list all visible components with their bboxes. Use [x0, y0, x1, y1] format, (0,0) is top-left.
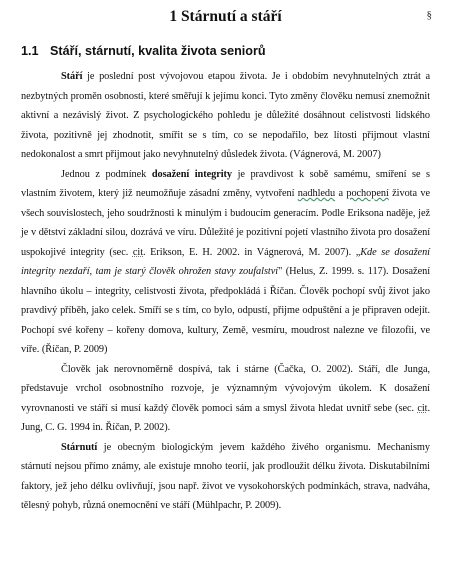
paragraph-2-text-e: . Erikson, E. H. 2002. in Vágnerová, M. 2007). „ — [143, 246, 361, 258]
paragraph-3-text-a: Člověk jak nerovnoměrně dospívá, tak i stárne (Čačka, O. 2002). Stáří, dle Junga, představuje vrchol osobnostního rozvoje, je významným vývojovým úkolem. K dosažení vyrovnanosti ve stáří si musí každý člověk pomoci sám a smysl života hledat uvnitř sebe (sec. — [21, 363, 430, 414]
paragraph-2-text-a: Jednou z podmínek — [61, 168, 152, 180]
section-number: 1.1 — [21, 44, 39, 58]
paragraph-4-text: je obecným biologickým jevem každého živého organismu. Mechanismy stárnutí nejsou přímo známy, ale existuje mnoho teorií, jak prodloužit délku života. Diskutabilními faktory, jež jeho délku ovlivňují, jsou např. život ve vysokohorských podmínkách, strava, nadváha, tělesný pohyb, různá onemocnění ve stáří (Mühlpachr, P. 2009). — [21, 441, 430, 511]
spellcheck-word: cit — [417, 402, 428, 414]
section-heading — [21, 43, 430, 59]
section-title: Stáří, stárnutí, kvalita života seniorů — [50, 44, 266, 58]
paragraph-2-text-c: a — [335, 188, 347, 199]
paragraph-2-text-b: je pravdivost k sobě samému, smíření se s vlastním životem, který již neumožňuje zásadní změny, vytvoření — [21, 168, 430, 199]
quote-text: Kde se dosažení integrity nezdaří, tam je starý člověk ohrožen stavy zoufalství — [21, 246, 430, 277]
paragraph-3 — [21, 360, 430, 438]
paragraph-1 — [21, 67, 430, 165]
paragraph-3-text-b: . Jung, C. G. 1994 in. Říčan, P. 2002). — [21, 402, 430, 433]
section-mark: § — [426, 9, 432, 21]
paragraph-4 — [21, 438, 430, 516]
spellcheck-word: nadhledu — [297, 188, 336, 199]
paragraph-1-text: je poslední post vývojovou etapou života. Je i obdobím nevyhnutelných ztrát a nezbytných proměn osobnosti, které směřují k jejímu konci. Tyto změny člověku nemusí znemožnit aktivní a nezávislý život. Z psychologického pohledu je důležité dosáhnout celistvosti lidského života, pozitivně jej zhodnotit, smířit se s tím, co se nepodařilo, bez lítosti přijmout vlastní nedokonalost a smrt přijmout jako nevyhnutelný důsledek života. (Vágnerová, M. 2007) — [21, 71, 430, 160]
term-integrity: dosažení integrity — [151, 168, 233, 180]
spellcheck-word: pochopení — [346, 188, 389, 199]
paragraph-2 — [21, 165, 430, 360]
term-stari: Stáří — [61, 71, 83, 82]
paragraph-2-text-f: " (Helus, Z. 1999. s. 117). Dosažení hlavního úkolu – integrity, celistvosti života, předpokládá i Říčan. Člověk pochopí svůj život jako pravdivý příběh, jako celek. Smíří se s tím, co bylo, odpustí, přijme odpuštění a je připraven odejít. Pochopí své kořeny – kořeny domova, kultury, Země, vesmíru, moudrost nalezne ve filozofii, ve víře. (Říčan, P. 2009) — [21, 266, 431, 355]
term-starnuti: Stárnutí — [61, 441, 98, 453]
chapter-title: 1 Stárnutí a stáří — [169, 8, 282, 25]
paragraph-2-text-d: života ve všech souvislostech, jeho soudržnosti k minulým i budoucím generacím. Podle Eriksona naděje, jež je v dětství základní silou, dozrává ve víru. Důležité je pozitivní pojetí vlastního života pro dosažení uspokojivé integrity (sec. — [21, 188, 430, 258]
spellcheck-word: cit — [132, 246, 144, 258]
